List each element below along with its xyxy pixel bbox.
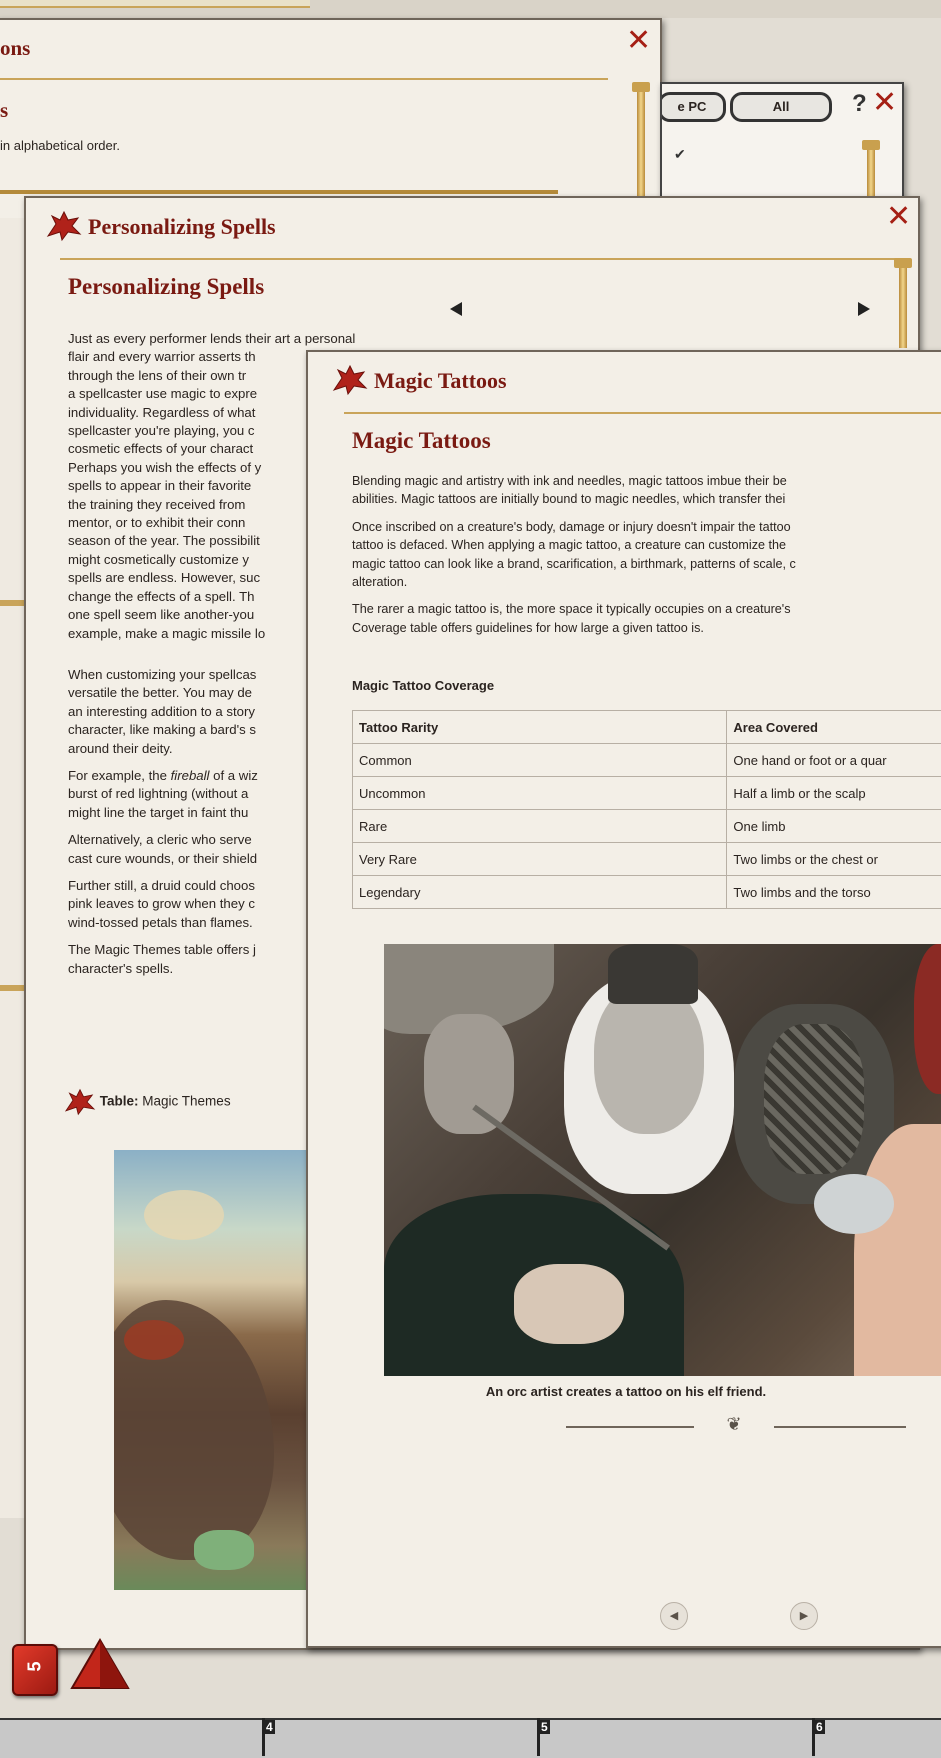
line: around their deity. (68, 741, 173, 756)
table-row (353, 744, 941, 777)
ornament-icon: ❦ (694, 1414, 774, 1436)
line: The rarer a magic tattoo is, the more space it typically occupies on a creature's (352, 602, 791, 616)
dice-d4-button[interactable] (70, 1638, 130, 1692)
line: might line the target in faint thu (68, 805, 248, 820)
line: alteration. (352, 575, 407, 589)
line: magic tattoo can look like a brand, scarification, a birthmark, patterns of scale, c (352, 557, 796, 571)
line: Alternatively, a cleric who serve (68, 832, 252, 847)
line-rest: of a wiz (209, 768, 257, 783)
title-rule (0, 78, 608, 80)
section-heading: s (0, 98, 8, 123)
table-cell: Rare (353, 810, 727, 843)
spell-illustration (114, 1150, 314, 1590)
table-cell: Common (353, 744, 727, 777)
line: cast cure wounds, or their shield (68, 851, 257, 866)
line: through the lens of their own tr (68, 368, 246, 383)
chat-tab-all[interactable]: All (730, 92, 832, 122)
link-label-bold: Table: (100, 1094, 139, 1109)
paragraph-2 (352, 518, 941, 592)
line: pink leaves to grow when they c (68, 896, 255, 911)
back-options-window[interactable] (0, 18, 662, 222)
line: When customizing your spellcas (68, 667, 256, 682)
chat-tab-pc[interactable]: e PC (660, 92, 726, 122)
line-prefix: For example, the (68, 768, 171, 783)
close-icon[interactable]: ✕ (626, 26, 651, 56)
magic-themes-link[interactable] (64, 1088, 231, 1116)
orc-tattoo-illustration (384, 944, 941, 1376)
bottom-rule (0, 190, 558, 194)
dragon-icon (332, 364, 368, 396)
line: individuality. Regardless of what (68, 405, 255, 420)
ruler-label: 6 (814, 1720, 825, 1734)
chat-pillar-cap (862, 140, 880, 150)
line: flair and every warrior asserts th (68, 349, 256, 364)
line: an interesting addition to a story (68, 704, 255, 719)
pillar-decoration (637, 92, 645, 212)
line: Perhaps you wish the effects of y (68, 460, 261, 475)
line: character, like making a bard's s (68, 722, 256, 737)
table-row (353, 843, 941, 876)
line: one spell seem like another-you (68, 607, 254, 622)
table-cell: Two limbs and the torso (727, 876, 941, 909)
line: burst of red lightning (without a (68, 786, 248, 801)
window-title: Personalizing Spells (88, 214, 276, 240)
close-icon[interactable]: ✕ (886, 202, 911, 232)
table-cell: One limb (727, 810, 941, 843)
line: Blending magic and artistry with ink and needles, magic tattoos imbue their be (352, 474, 787, 488)
section-heading: Personalizing Spells (68, 274, 264, 300)
line: example, make a magic missile lo (68, 626, 265, 641)
table-header-cell: Tattoo Rarity (353, 711, 727, 744)
chat-window[interactable] (660, 82, 904, 206)
line: wind-tossed petals than flames. (68, 915, 253, 930)
ruler-label: 4 (264, 1720, 275, 1734)
checkmark-icon: ✔ (674, 146, 686, 163)
top-strip-bar (0, 0, 310, 8)
line: abilities. Magic tattoos are initially bound to magic needles, which transfer thei (352, 492, 785, 506)
line: spells are endless. However, suc (68, 570, 260, 585)
next-page-button[interactable]: ▶ (790, 1602, 818, 1630)
pillar-cap (894, 258, 912, 268)
line: cosmetic effects of your charact (68, 441, 253, 456)
title-rule (60, 258, 900, 260)
dragon-icon (46, 210, 82, 242)
line: Coverage table offers guidelines for how large a given tattoo is. (352, 621, 704, 635)
die-value: 5 (25, 1646, 46, 1688)
left-fragment-band-2 (0, 985, 26, 991)
ruler-label: 5 (539, 1720, 550, 1734)
bottom-ruler (0, 1718, 941, 1758)
line: Further still, a druid could choos (68, 878, 255, 893)
line: the training they received from (68, 497, 245, 512)
dragon-icon (64, 1088, 96, 1116)
help-icon[interactable]: ? (852, 90, 867, 118)
table-cell: Very Rare (353, 843, 727, 876)
line: change the effects of a spell. Th (68, 589, 254, 604)
paragraph-3 (352, 600, 941, 637)
chat-close-icon[interactable]: ✕ (872, 88, 897, 118)
section-heading: Magic Tattoos (352, 428, 491, 454)
table-row (353, 876, 941, 909)
line: a spellcaster use magic to expre (68, 386, 257, 401)
tattoo-coverage-table (352, 710, 941, 909)
image-nav-arrow-right[interactable] (858, 302, 870, 316)
prev-page-button[interactable]: ◀ (660, 1602, 688, 1630)
line: season of the year. The possibilit (68, 533, 260, 548)
window-text: in alphabetical order. (0, 138, 120, 153)
table-cell: One hand or foot or a quar (727, 744, 941, 777)
title-rule (344, 412, 941, 414)
line: spellcaster you're playing, you c (68, 423, 255, 438)
line: versatile the better. You may de (68, 685, 252, 700)
table-header-cell: Area Covered (727, 711, 941, 744)
dice-d10-button[interactable] (12, 1644, 58, 1696)
table-header-row (353, 711, 941, 744)
line: mentor, or to exhibit their conn (68, 515, 245, 530)
pillar-cap (632, 82, 650, 92)
table-row (353, 810, 941, 843)
table-row (353, 777, 941, 810)
line: might cosmetically customize y (68, 552, 249, 567)
line: tattoo is defaced. When applying a magic tattoo, a creature can customize the (352, 538, 786, 552)
link-label: Magic Themes (139, 1094, 231, 1109)
line: Just as every performer lends their art a personal (68, 331, 355, 346)
table-title: Magic Tattoo Coverage (352, 678, 494, 693)
table-cell: Uncommon (353, 777, 727, 810)
line: The Magic Themes table offers j (68, 942, 256, 957)
tattoos-body (352, 472, 941, 646)
image-caption: An orc artist creates a tattoo on his elf friend. (384, 1384, 868, 1399)
image-nav-arrow-left[interactable] (450, 302, 462, 316)
window-title: ons (0, 36, 30, 61)
magic-tattoos-window[interactable] (306, 350, 941, 1648)
table-cell: Legendary (353, 876, 727, 909)
line: Once inscribed on a creature's body, damage or injury doesn't impair the tattoo (352, 520, 791, 534)
pillar-decoration (899, 268, 907, 348)
window-title: Magic Tattoos (374, 368, 507, 394)
line: character's spells. (68, 961, 173, 976)
spell-name: fireball (171, 768, 210, 783)
table-cell: Two limbs or the chest or (727, 843, 941, 876)
paragraph-1 (352, 472, 941, 509)
line: spells to appear in their favorite (68, 478, 251, 493)
table-cell: Half a limb or the scalp (727, 777, 941, 810)
left-fragment-band (0, 600, 26, 606)
